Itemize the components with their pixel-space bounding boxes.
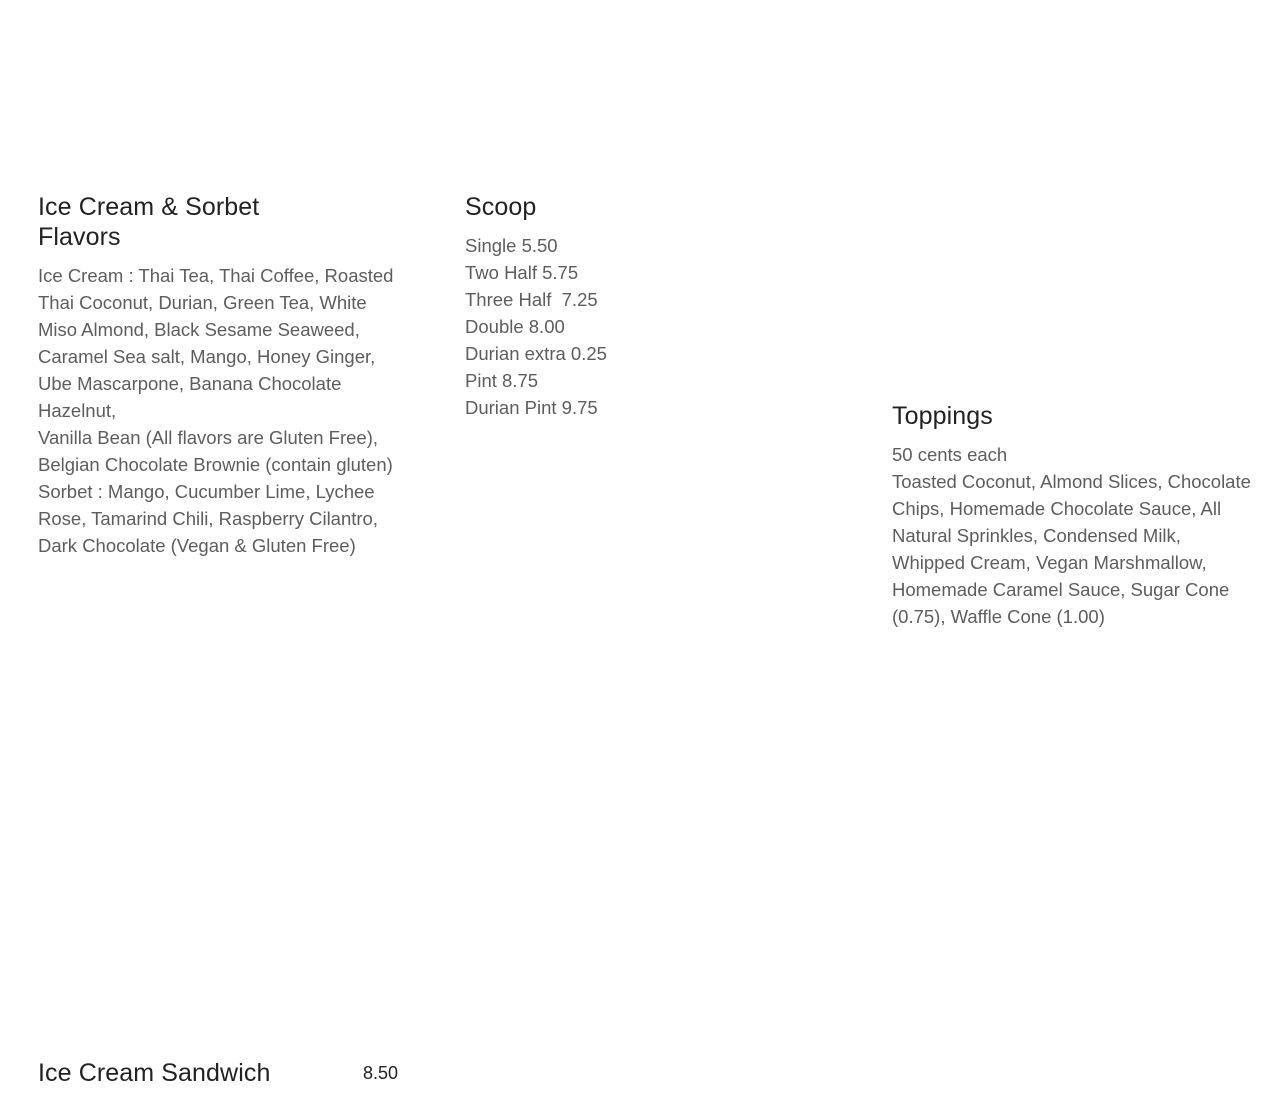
scoop-heading: Scoop: [465, 193, 537, 221]
flavors-heading-line-1: Ice Cream & Sorbet: [38, 193, 260, 221]
sandwich-heading: Ice Cream Sandwich: [38, 1059, 271, 1087]
scoop-price-item: Durian extra 0.25: [465, 343, 607, 364]
toppings-price-note: 50 cents each: [892, 444, 1008, 465]
scoop-price-item: Three Half 7.25: [465, 289, 598, 310]
scoop-price-item: Two Half 5.75: [465, 262, 579, 283]
scoop-price-list: [465, 232, 825, 421]
scoop-price-item: Single 5.50: [465, 235, 558, 256]
toppings-list: Toasted Coconut, Almond Slices, Chocolate Chips, Homemade Chocolate Sauce, All Natural Sprinkles, Condensed Milk, Whipped Cream, Vegan Marshmallow, Homemade Caramel Sauce, Sugar Cone (0.75), Waffle Cone (1.00): [892, 471, 1251, 627]
flavors-description: [38, 262, 398, 559]
sorbet-flavors-text: Sorbet : Mango, Cucumber Lime, Lychee Rose, Tamarind Chili, Raspberry Cilantro, Dark Chocolate (Vegan & Gluten Free): [38, 481, 378, 556]
flavors-heading: [38, 192, 398, 252]
scoop-section: [465, 192, 825, 421]
ice-cream-flavors-text: Ice Cream : Thai Tea, Thai Coffee, Roasted Thai Coconut, Durian, Green Tea, White Miso Almond, Black Sesame Seaweed, Caramel Sea salt, Mango, Honey Ginger, Ube Mascarpone, Banana Chocolate Hazelnut,: [38, 265, 394, 421]
sandwich-section: [38, 1058, 398, 1088]
toppings-section: [892, 401, 1252, 630]
flavors-section: [38, 192, 398, 559]
toppings-heading: Toppings: [892, 402, 993, 430]
toppings-description: [892, 441, 1252, 630]
scoop-price-item: Durian Pint 9.75: [465, 397, 598, 418]
sandwich-price: 8.50: [362, 1062, 398, 1083]
vanilla-brownie-text: Vanilla Bean (All flavors are Gluten Free), Belgian Chocolate Brownie (contain gluten): [38, 427, 393, 475]
scoop-price-item: Double 8.00: [465, 316, 565, 337]
flavors-heading-line-2: Flavors: [38, 223, 121, 251]
scoop-price-item: Pint 8.75: [465, 370, 539, 391]
